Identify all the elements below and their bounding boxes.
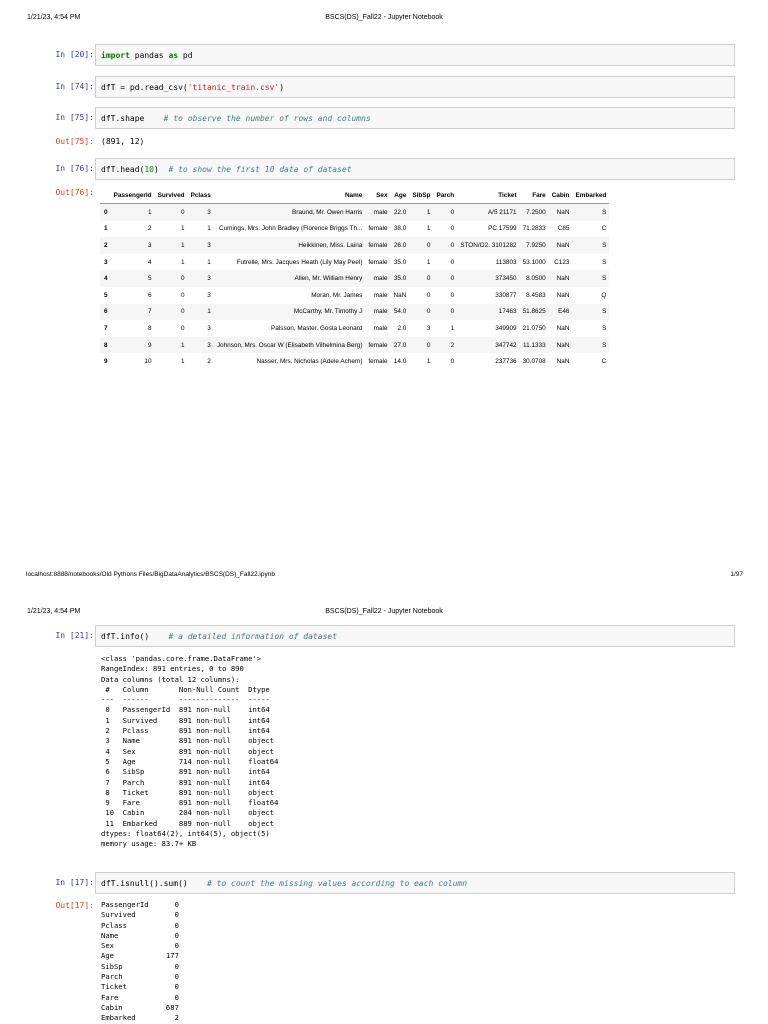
input-prompt: In [74]:	[55, 82, 94, 91]
table-cell: NaN	[556, 208, 570, 216]
table-cell: 0	[181, 324, 185, 332]
code-comment: # to observe the number of rows and columns	[163, 113, 371, 123]
table-cell: 21.0750	[522, 324, 546, 332]
table-cell: 8.0500	[526, 275, 546, 283]
table-cell: NaN	[556, 358, 570, 366]
table-cell: male	[373, 208, 388, 216]
table-cell: 0	[450, 291, 455, 299]
table-cell: McCarthy, Mr. Timothy J	[293, 308, 363, 316]
column-header: Cabin	[549, 188, 573, 204]
table-cell: female	[368, 258, 388, 266]
code-cell-import[interactable]	[95, 44, 735, 66]
code-cell-read-csv[interactable]	[95, 76, 735, 98]
table-cell: 71.2833	[522, 225, 546, 233]
output-prompt: Out[17]:	[55, 901, 94, 910]
row-index: 6	[104, 308, 108, 316]
table-cell: S	[602, 258, 607, 266]
column-header: SibSp	[409, 188, 433, 204]
table-cell: 237736	[495, 358, 517, 366]
table-cell: 2	[207, 358, 211, 366]
table-cell: 0	[450, 275, 455, 283]
input-prompt: In [20]:	[55, 50, 94, 59]
table-cell: 1	[450, 324, 455, 332]
table-cell: 113803	[495, 258, 517, 266]
table-cell: 5	[148, 275, 152, 283]
table-row	[100, 353, 609, 370]
table-cell: 54.0	[393, 308, 407, 316]
shape-output: (891, 12)	[101, 137, 145, 146]
table-cell: 0	[426, 341, 431, 349]
table-cell: 3	[207, 275, 211, 283]
column-header: Survived	[155, 188, 188, 204]
table-cell: 26.0	[393, 241, 407, 249]
table-cell: 2	[148, 225, 152, 233]
table-row	[100, 320, 609, 337]
table-cell: Heikkinen, Miss. Laina	[298, 241, 363, 249]
table-cell: 30.0708	[522, 358, 546, 366]
dataframe-table	[100, 188, 609, 370]
table-row	[100, 287, 609, 304]
table-header-row	[100, 188, 609, 204]
table-cell: 0	[426, 275, 431, 283]
code-text: dfT.head(	[101, 164, 145, 174]
table-cell: 7.9250	[526, 241, 546, 249]
table-cell: NaN	[556, 291, 570, 299]
table-cell: 3	[426, 324, 431, 332]
row-index: 0	[104, 208, 108, 216]
table-cell: 0	[426, 308, 431, 316]
row-index: 8	[104, 341, 108, 349]
table-cell: 0	[450, 358, 455, 366]
table-cell: 3	[207, 241, 211, 249]
code-text: pandas	[129, 50, 169, 60]
table-cell: Moran, Mr. James	[311, 291, 363, 299]
isnull-output: PassengerId 0 Survived 0 Pclass 0 Name 0 Sex 0 Age 177 SibSp 0 Parch 0 Ticket 0 Fare 0 Cabin 687 Embarked 2	[101, 900, 179, 1023]
footer-url: localhost:8888/notebooks/Old Pythons Files/BigDataAnalytics/BSCS(DS)_Fall22.ipynb	[26, 571, 275, 578]
table-cell: 53.1000	[522, 258, 546, 266]
code-comment: # to show the first 10 data of dataset	[168, 164, 352, 174]
table-cell: female	[368, 341, 388, 349]
table-cell: 8	[148, 324, 152, 332]
code-text: )	[279, 82, 285, 92]
table-cell: 0	[450, 208, 455, 216]
code-text: pd	[178, 50, 193, 60]
code-cell-info[interactable]	[95, 625, 735, 647]
input-prompt: In [75]:	[55, 113, 94, 122]
table-row	[100, 237, 609, 254]
table-cell: 0	[181, 291, 185, 299]
input-prompt: In [17]:	[55, 878, 94, 887]
table-cell: E46	[558, 308, 570, 316]
row-index: 3	[104, 258, 108, 266]
number-literal: 10	[144, 164, 154, 174]
table-cell: 1	[181, 358, 185, 366]
code-text: dfT = pd.read_csv(	[101, 82, 188, 92]
print-title: BSCS(DS)_Fall22 - Jupyter Notebook	[325, 608, 443, 615]
table-body	[100, 204, 609, 370]
table-cell: Cumings, Mrs. John Bradley (Florence Briggs Th...	[218, 225, 363, 233]
column-header: Age	[391, 188, 410, 204]
print-title: BSCS(DS)_Fall22 - Jupyter Notebook	[325, 14, 443, 21]
table-cell: Futrelle, Mrs. Jacques Heath (Lily May Peel)	[236, 258, 363, 266]
table-cell: 1	[207, 308, 211, 316]
column-header: Fare	[520, 188, 549, 204]
output-prompt: Out[76]:	[55, 188, 94, 197]
table-row	[100, 304, 609, 321]
table-cell: female	[368, 358, 388, 366]
table-cell: 1	[181, 258, 185, 266]
code-comment: # a detailed information of dataset	[168, 631, 338, 641]
table-cell: 1	[426, 358, 431, 366]
row-index: 9	[104, 358, 108, 366]
row-index: 2	[104, 241, 108, 249]
table-cell: 22.0	[393, 208, 407, 216]
table-cell: male	[373, 324, 388, 332]
table-cell: 1	[181, 225, 185, 233]
column-header	[100, 188, 111, 204]
table-cell: C85	[557, 225, 570, 233]
keyword: import	[101, 50, 130, 60]
table-cell: A/5 21171	[487, 208, 517, 216]
table-cell: Palsson, Master. Gosta Leonard	[271, 324, 363, 332]
table-cell: S	[602, 208, 607, 216]
table-cell: Braund, Mr. Owen Harris	[292, 208, 363, 216]
column-header: Pclass	[188, 188, 214, 204]
table-cell: 1	[181, 341, 185, 349]
table-cell: NaN	[556, 275, 570, 283]
table-cell: NaN	[556, 324, 570, 332]
table-cell: 1	[148, 208, 152, 216]
table-cell: Johnson, Mrs. Oscar W (Elisabeth Vilhelmina Berg)	[216, 341, 363, 349]
table-cell: S	[602, 275, 607, 283]
table-cell: female	[368, 225, 388, 233]
column-header: Embarked	[572, 188, 609, 204]
print-date: 1/21/23, 4:54 PM	[27, 608, 81, 615]
table-cell: Nasser, Mrs. Nicholas (Adele Achem)	[256, 358, 363, 366]
table-cell: 347742	[495, 341, 517, 349]
row-index: 5	[104, 291, 108, 299]
table-cell: C123	[554, 258, 570, 266]
footer-page-number: 1/97	[730, 571, 743, 578]
table-row	[100, 221, 609, 238]
table-cell: 27.0	[393, 341, 407, 349]
string-literal: 'titanic_train.csv'	[187, 82, 280, 92]
table-cell: 1	[426, 258, 431, 266]
table-cell: S	[602, 341, 607, 349]
table-cell: 2.0	[397, 324, 407, 332]
table-cell: 6	[148, 291, 152, 299]
table-row	[100, 337, 609, 354]
table-cell: Allen, Mr. William Henry	[294, 275, 363, 283]
table-cell: 0	[181, 275, 185, 283]
input-prompt: In [76]:	[55, 164, 94, 173]
table-cell: 35.0	[393, 258, 407, 266]
table-cell: 35.0	[393, 275, 407, 283]
table-cell: 0	[450, 225, 455, 233]
input-prompt: In [21]:	[55, 631, 94, 640]
table-cell: NaN	[393, 291, 407, 299]
code-text: )	[154, 164, 169, 174]
table-cell: 0	[450, 308, 455, 316]
table-cell: 3	[207, 324, 211, 332]
table-cell: 0	[181, 308, 185, 316]
table-cell: 9	[148, 341, 152, 349]
table-cell: NaN	[556, 341, 570, 349]
table-cell: 8.4583	[526, 291, 546, 299]
table-cell: male	[373, 275, 388, 283]
table-cell: 11.1333	[523, 341, 546, 349]
table-cell: 38.0	[393, 225, 407, 233]
code-comment: # to count the missing values according to each column	[206, 878, 468, 888]
table-cell: 0	[450, 258, 455, 266]
table-cell: 3	[207, 341, 211, 349]
table-cell: 2	[450, 341, 455, 349]
table-cell: 330877	[495, 291, 517, 299]
table-cell: 373450	[495, 275, 517, 283]
table-cell: STON/O2. 3101282	[460, 241, 517, 249]
table-cell: NaN	[556, 241, 570, 249]
table-cell: 1	[207, 258, 211, 266]
table-cell: 7	[148, 308, 152, 316]
table-cell: 3	[207, 291, 211, 299]
column-header: Name	[214, 188, 366, 204]
table-cell: 0	[181, 208, 185, 216]
table-row	[100, 254, 609, 271]
table-cell: female	[368, 241, 388, 249]
column-header: PassengerId	[111, 188, 155, 204]
table-cell: 10	[144, 358, 152, 366]
table-cell: 1	[426, 225, 431, 233]
row-index: 7	[104, 324, 108, 332]
code-cell-shape[interactable]	[95, 107, 735, 129]
code-text: dfT.info()	[101, 631, 169, 641]
row-index: 4	[104, 275, 108, 283]
table-row	[100, 270, 609, 287]
code-cell-isnull[interactable]	[95, 872, 735, 894]
column-header: Sex	[365, 188, 390, 204]
table-cell: S	[602, 308, 607, 316]
column-header: Ticket	[457, 188, 519, 204]
table-cell: 349909	[495, 324, 517, 332]
print-date: 1/21/23, 4:54 PM	[27, 14, 81, 21]
row-index: 1	[104, 225, 108, 233]
code-text: dfT.shape	[101, 113, 164, 123]
table-cell: male	[373, 291, 388, 299]
table-cell: 3	[148, 241, 152, 249]
info-output: <class 'pandas.core.frame.DataFrame'> RangeIndex: 891 entries, 0 to 890 Data columns (total 12 columns): # Column Non-Null Count Dtype --- ------ -------------- ----- 0 PassengerId 891 non-null int64 1 Survived 891 non-null int64 2 Pclass 891 non-null int64 3 Name 891 non-null object 4 Sex 891 non-null object 5 Age 714 non-null float64 6 SibSp 891 non-null int64 7 Parch 891 non-null int64 8 Ticket 891 non-null object 9 Fare 891 non-null float64 10 Cabin 204 non-null object 11 Embarked 889 non-null object dtypes: float64(2), int64(5), object(5) memory usage: 83.7+ KB	[101, 654, 279, 849]
code-cell-head[interactable]	[95, 158, 735, 180]
table-cell: C	[601, 225, 607, 233]
table-cell: Q	[601, 291, 607, 299]
table-cell: 0	[426, 241, 431, 249]
table-cell: 1	[181, 241, 185, 249]
table-cell: 3	[207, 208, 211, 216]
keyword: as	[168, 50, 179, 60]
table-cell: 17463	[498, 308, 517, 316]
table-row	[100, 204, 609, 221]
table-cell: C	[601, 358, 607, 366]
table-cell: 0	[450, 241, 455, 249]
table-cell: 1	[207, 225, 211, 233]
table-cell: 14.0	[393, 358, 407, 366]
table-cell: 1	[426, 208, 431, 216]
code-text: dfT.isnull().sum()	[101, 878, 207, 888]
table-cell: S	[602, 324, 607, 332]
table-cell: PC 17599	[488, 225, 517, 233]
table-cell: S	[602, 241, 607, 249]
table-cell: 0	[426, 291, 431, 299]
output-prompt: Out[75]:	[55, 137, 94, 146]
table-cell: 7.2500	[526, 208, 546, 216]
column-header: Parch	[433, 188, 457, 204]
table-cell: 4	[148, 258, 152, 266]
table-cell: male	[373, 308, 388, 316]
table-cell: 51.8625	[522, 308, 546, 316]
